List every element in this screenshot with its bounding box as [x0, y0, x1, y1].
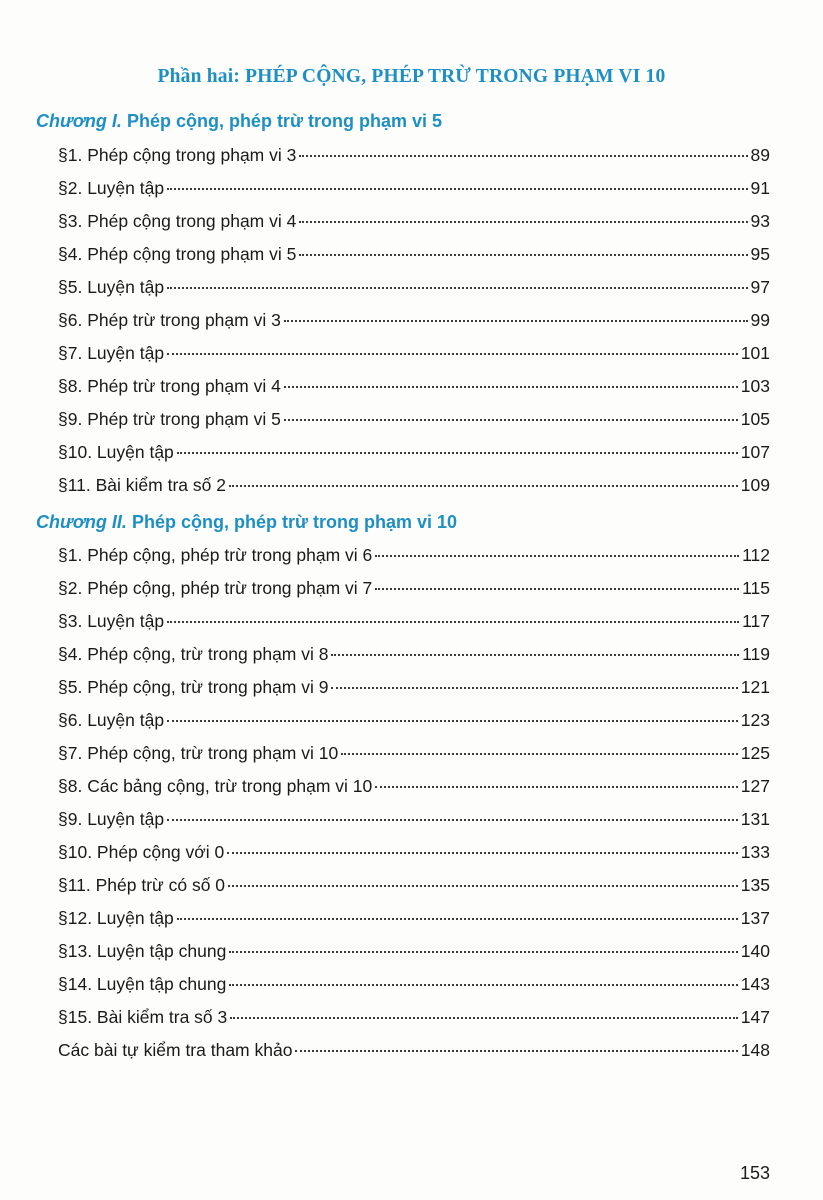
toc-entry[interactable] — [58, 178, 770, 199]
entry-title: §7. Luyện tập — [58, 343, 165, 363]
entry-page: 93 — [750, 211, 770, 231]
chapter-label: Chương II. — [36, 512, 127, 532]
toc-entry[interactable] — [58, 875, 770, 896]
part-title: Phần hai: PHÉP CỘNG, PHÉP TRỪ TRONG PHẠM VI 10 — [157, 66, 666, 87]
entry-title: §7. Phép cộng, trừ trong phạm vi 10 — [58, 743, 339, 763]
entry-title: §5. Luyện tập — [58, 277, 165, 297]
entry-title: §13. Luyện tập chung — [58, 941, 227, 961]
entry-page: 91 — [750, 178, 770, 198]
entry-page: 95 — [750, 244, 770, 264]
dot-leader — [167, 188, 747, 190]
entry-title: §15. Bài kiểm tra số 3 — [58, 1007, 228, 1027]
entry-title: §5. Phép cộng, trừ trong phạm vi 9 — [58, 677, 329, 697]
entry-page: 133 — [740, 842, 770, 862]
toc-entry[interactable] — [58, 409, 770, 430]
entry-title: §1. Phép cộng trong phạm vi 3 — [58, 145, 297, 165]
toc-entry[interactable] — [58, 677, 770, 698]
chapter-title: Phép cộng, phép trừ trong phạm vi 10 — [131, 512, 458, 532]
dot-leader — [167, 819, 738, 821]
chapter-heading-2 — [36, 512, 457, 533]
toc-entry[interactable] — [58, 310, 770, 331]
entry-title: §4. Phép cộng trong phạm vi 5 — [58, 244, 297, 264]
entry-page: 140 — [740, 941, 770, 961]
entry-page: 143 — [740, 974, 770, 994]
entry-page: 123 — [740, 710, 770, 730]
entry-page: 101 — [740, 343, 770, 363]
chapter-label: Chương I. — [36, 111, 122, 131]
dot-leader — [177, 918, 738, 920]
toc-entry[interactable] — [58, 974, 770, 995]
toc-entry[interactable] — [58, 343, 770, 364]
entry-page: 148 — [740, 1040, 770, 1060]
entry-title: §10. Luyện tập — [58, 442, 174, 462]
dot-leader — [375, 786, 738, 788]
entry-title: §4. Phép cộng, trừ trong phạm vi 8 — [58, 644, 329, 664]
dot-leader — [229, 951, 737, 953]
toc-entry[interactable] — [58, 211, 770, 232]
dot-leader — [229, 984, 737, 986]
dot-leader — [295, 1050, 737, 1052]
dot-leader — [284, 386, 738, 388]
toc-entry[interactable] — [58, 941, 770, 962]
dot-leader — [331, 654, 739, 656]
toc-entry[interactable] — [58, 1007, 770, 1028]
dot-leader — [284, 320, 748, 322]
entry-title: §12. Luyện tập — [58, 908, 174, 928]
entry-title: §8. Các bảng cộng, trừ trong phạm vi 10 — [58, 776, 373, 796]
entry-page: 127 — [740, 776, 770, 796]
entry-title: §14. Luyện tập chung — [58, 974, 227, 994]
entry-page: 119 — [742, 644, 770, 664]
entry-page: 121 — [740, 677, 770, 697]
toc-entry[interactable] — [58, 611, 770, 632]
dot-leader — [227, 852, 738, 854]
toc-entry[interactable] — [58, 809, 770, 830]
dot-leader — [341, 753, 738, 755]
entry-page: 147 — [740, 1007, 770, 1027]
entry-page: 117 — [742, 611, 770, 631]
dot-leader — [230, 1017, 738, 1019]
entry-page: 115 — [742, 578, 770, 598]
chapter-title: Phép cộng, phép trừ trong phạm vi 5 — [126, 111, 442, 131]
entry-page: 125 — [740, 743, 770, 763]
dot-leader — [375, 588, 739, 590]
dot-leader — [375, 555, 739, 557]
dot-leader — [229, 485, 738, 487]
entry-title: §3. Luyện tập — [58, 611, 165, 631]
dot-leader — [299, 221, 747, 223]
entry-title: §3. Phép cộng trong phạm vi 4 — [58, 211, 297, 231]
toc-entry[interactable] — [58, 776, 770, 797]
entry-page: 97 — [750, 277, 770, 297]
entry-page: 112 — [742, 545, 770, 565]
dot-leader — [228, 885, 738, 887]
dot-leader — [331, 687, 737, 689]
entry-title: §6. Luyện tập — [58, 710, 165, 730]
entry-title: §1. Phép cộng, phép trừ trong phạm vi 6 — [58, 545, 373, 565]
entry-title: §11. Bài kiểm tra số 2 — [58, 475, 226, 495]
entry-page: 109 — [740, 475, 770, 495]
entry-title: §6. Phép trừ trong phạm vi 3 — [58, 310, 281, 330]
entry-title: §10. Phép cộng với 0 — [58, 842, 225, 862]
dot-leader — [284, 419, 738, 421]
toc-entry[interactable] — [58, 475, 770, 496]
toc-entry[interactable] — [58, 908, 770, 929]
entry-page: 135 — [740, 875, 770, 895]
dot-leader — [167, 353, 738, 355]
entry-page: 105 — [740, 409, 770, 429]
page-number: 153 — [739, 1163, 770, 1183]
toc-entry[interactable] — [58, 545, 770, 566]
entry-title: §9. Phép trừ trong phạm vi 5 — [58, 409, 281, 429]
entry-title: §11. Phép trừ có số 0 — [58, 875, 226, 895]
dot-leader — [177, 452, 738, 454]
toc-entry[interactable] — [58, 145, 770, 166]
entry-page: 89 — [750, 145, 770, 165]
toc-entry[interactable] — [58, 1040, 770, 1061]
toc-entry[interactable] — [58, 710, 770, 731]
entry-page: 107 — [740, 442, 770, 462]
dot-leader — [167, 287, 747, 289]
entry-title: Các bài tự kiểm tra tham khảo — [58, 1040, 293, 1060]
toc-entry[interactable] — [58, 578, 770, 599]
entry-page: 103 — [740, 376, 770, 396]
dot-leader — [299, 254, 747, 256]
chapter-heading-1 — [36, 111, 442, 132]
entry-title: §2. Luyện tập — [58, 178, 165, 198]
toc-entry[interactable] — [58, 376, 770, 397]
entry-title: §9. Luyện tập — [58, 809, 165, 829]
toc-entry[interactable] — [58, 442, 770, 463]
dot-leader — [167, 621, 739, 623]
toc-entry[interactable] — [58, 743, 770, 764]
entry-page: 137 — [740, 908, 770, 928]
toc-entry[interactable] — [58, 277, 770, 298]
toc-entry[interactable] — [58, 244, 770, 265]
entry-title: §8. Phép trừ trong phạm vi 4 — [58, 376, 281, 396]
toc-entry[interactable] — [58, 644, 770, 665]
dot-leader — [167, 720, 738, 722]
dot-leader — [299, 155, 747, 157]
entry-title: §2. Phép cộng, phép trừ trong phạm vi 7 — [58, 578, 373, 598]
entry-page: 99 — [750, 310, 770, 330]
toc-entry[interactable] — [58, 842, 770, 863]
entry-page: 131 — [740, 809, 770, 829]
